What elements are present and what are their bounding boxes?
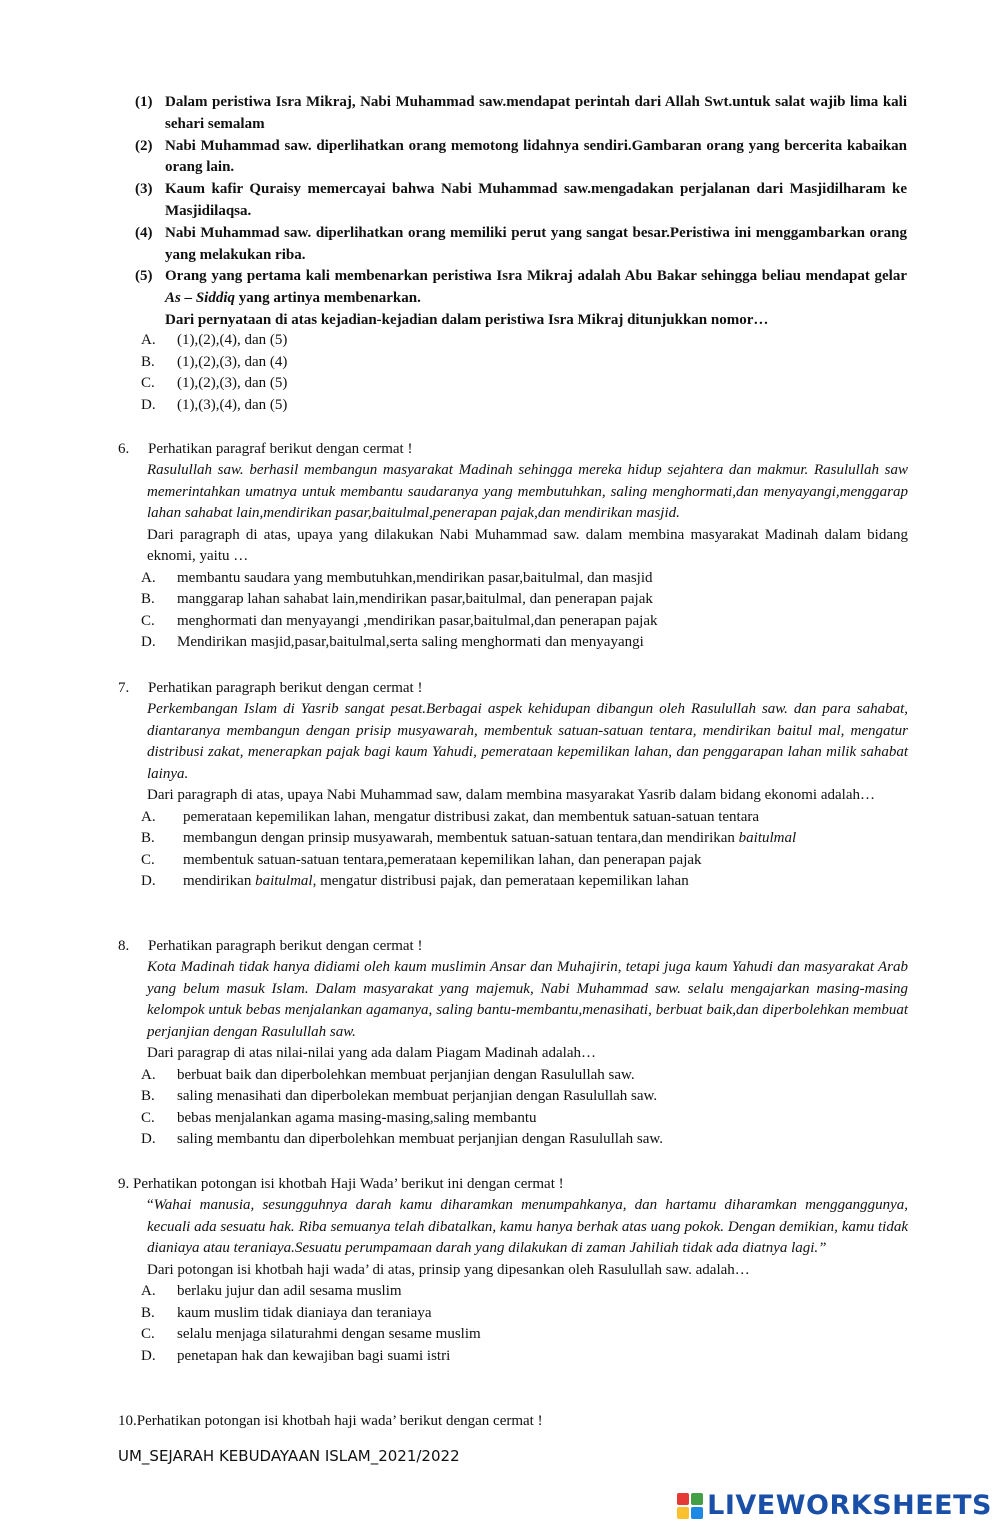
liveworksheets-logo-icon: [677, 1493, 703, 1519]
q8-option-d[interactable]: D. saling membantu dan diperbolehkan membuat perjanjian dengan Rasulullah saw.: [141, 1131, 663, 1148]
question-10: [118, 1410, 908, 1432]
question-7: [118, 677, 908, 893]
q8-option-c[interactable]: C. bebas menjalankan agama masing-masing,saling membantu: [141, 1109, 537, 1126]
statement-4: (4) Nabi Muhammad saw. diperlihatkan orang memiliki perut yang sangat besar.Peristiwa ini menggambarkan orang yang melakukan riba.: [135, 224, 907, 263]
q6-option-d[interactable]: D. Mendirikan masjid,pasar,baitulmal,serta saling menghormati dan menyayangi: [141, 634, 644, 651]
q7-question: Dari paragraph di atas, upaya Nabi Muhammad saw, dalam membina masyarakat Yasrib dalam bidang ekonomi adalah…: [147, 787, 875, 804]
q5-option-a[interactable]: A. (1),(2),(4), dan (5): [141, 332, 288, 348]
q7-option-c[interactable]: C. membentuk satuan-satuan tentara,pemerataan kepemilikan lahan, dan penerapan pajak: [141, 851, 702, 868]
q9-option-d[interactable]: D. penetapan hak dan kewajiban bagi suami istri: [141, 1347, 451, 1364]
q7-heading: 7. Perhatikan paragraph berikut dengan cermat !: [118, 680, 423, 696]
q6-option-a[interactable]: A. membantu saudara yang membutuhkan,mendirikan pasar,baitulmal, dan masjid: [141, 569, 653, 586]
q9-option-a[interactable]: A. berlaku jujur dan adil sesama muslim: [141, 1283, 402, 1300]
page-footer: UM_SEJARAH KEBUDAYAAN ISLAM_2021/2022: [118, 1447, 460, 1465]
question-8: [118, 935, 908, 1151]
q8-paragraph: Kota Madinah tidak hanya didiami oleh kaum muslimin Ansar dan Muhajirin, tetapi juga kaum Yahudi dan masyarakat Arab yang belum masuk Islam. Dalam masyarakat yang majemuk, Nabi Muhammad saw. selalu mengajarkan masing-masing kelompok untuk bebas menjalankan agamanya, saling bantu-membantu,menasihati, berbuat baik,dan diperbolehkan membuat perjanjian dengan Rasulullah saw.: [147, 959, 908, 1040]
q5-option-b[interactable]: B. (1),(2),(3), dan (4): [141, 353, 288, 370]
q6-question: Dari paragraph di atas, upaya yang dilakukan Nabi Muhammad saw. dalam membina masyarakat Madinah dalam bidang eknomi, yaitu …: [147, 526, 908, 565]
q8-heading: 8. Perhatikan paragraph berikut dengan cermat !: [118, 938, 423, 954]
q6-option-c[interactable]: C. menghormati dan menyayangi ,mendirikan pasar,baitulmal,dan penerapan pajak: [141, 612, 658, 629]
q9-option-b[interactable]: B. kaum muslim tidak dianiaya dan teraniaya: [141, 1304, 432, 1321]
q9-paragraph: “Wahai manusia, sesungguhnya darah kamu diharamkan menumpahkanya, dan hartamu diharamkan mengganggunya, kecuali ada sesuatu hak. Riba semuanya telah dibatalkan, kamu hanya berhak atas uang pokok. Dengan demikian, kamu tidak dianiaya atau teraniaya.Sesuatu perumpamaan darah yang dilakukan di zaman Jahiliah tidak ada diatnya lagi.”: [147, 1197, 908, 1257]
q5-option-d[interactable]: D. (1),(3),(4), dan (5): [141, 396, 288, 413]
statement-2: (2) Nabi Muhammad saw. diperlihatkan orang memotong lidahnya sendiri.Gambaran orang yang bercerita kabaikan orang lain.: [135, 137, 907, 176]
q8-question: Dari paragrap di atas nilai-nilai yang ada dalam Piagam Madinah adalah…: [147, 1045, 596, 1062]
statement-5: (5) Orang yang pertama kali membenarkan peristiwa Isra Mikraj adalah Abu Bakar sehingga beliau mendapat gelar As – Siddiq yang artinya membenarkan.: [135, 268, 907, 307]
question-6: [118, 438, 908, 654]
q5-question: Dari pernyataan di atas kejadian-kejadian dalam peristiwa Isra Mikraj ditunjukkan nomor…: [165, 311, 769, 328]
q8-option-a[interactable]: A. berbuat baik dan diperbolehkan membuat perjanjian dengan Rasulullah saw.: [141, 1066, 635, 1083]
liveworksheets-logo: [677, 1490, 992, 1521]
brand-name: LIVEWORKSHEETS: [707, 1490, 992, 1521]
q7-option-d[interactable]: D. mendirikan baitulmal, mengatur distribusi pajak, dan pemerataan kepemilikan lahan: [141, 873, 689, 890]
statement-3: (3) Kaum kafir Quraisy memercayai bahwa Nabi Muhammad saw.mengadakan perjalanan dari Masjidilharam ke Masjidilaqsa.: [135, 181, 907, 219]
q6-heading: 6. Perhatikan paragraf berikut dengan cermat !: [118, 441, 413, 457]
q9-heading: 9. Perhatikan potongan isi khotbah Haji Wada’ berikut ini dengan cermat !: [118, 1176, 564, 1192]
q7-option-b[interactable]: B. membangun dengan prinsip musyawarah, membentuk satuan-satuan tentara,dan mendirikan baitulmal: [141, 830, 797, 847]
question-9: [118, 1173, 908, 1367]
q10-heading: 10.Perhatikan potongan isi khotbah haji wada’ berikut dengan cermat !: [118, 1413, 543, 1429]
q8-option-b[interactable]: B. saling menasihati dan diperbolekan membuat perjanjian dengan Rasulullah saw.: [141, 1088, 658, 1105]
q5-option-c[interactable]: C. (1),(2),(3), dan (5): [141, 375, 288, 391]
q7-paragraph: Perkembangan Islam di Yasrib sangat pesat.Berbagai aspek kehidupan dibangun oleh Rasulullah saw. dan para sahabat, diantaranya membangun dengan prisip musyawarah, membentuk satuan-satuan tentara, mendirikan baitul mal, mengatur distribusi zakat, menerapkan pajak bagi kaum Yahudi, pemerataan kepemilikan lahan, dan penggarapan lahan milik sahabat lainya.: [147, 701, 908, 782]
q7-option-a[interactable]: A. pemerataan kepemilikan lahan, mengatur distribusi zakat, dan membentuk satuan-satuan tentara: [141, 808, 760, 825]
q5-options: [141, 330, 841, 416]
q9-option-c[interactable]: C. selalu menjaga silaturahmi dengan sesame muslim: [141, 1326, 481, 1343]
q6-paragraph: Rasulullah saw. berhasil membangun masyarakat Madinah sehingga mereka hidup sejahtera dan makmur. Rasulullah saw memerintahkan umatnya untuk membantu saudaranya yang membutuhkan, saling menghormati,dan menyayangi,menggarap lahan sahabat lain,mendirikan pasar,baitulmal,penerapan pajak,dan mendirikan masjid.: [147, 462, 908, 522]
q5-statements: [135, 92, 907, 332]
q6-option-b[interactable]: B. manggarap lahan sahabat lain,mendirikan pasar,baitulmal, dan penerapan pajak: [141, 591, 653, 608]
q9-question: Dari potongan isi khotbah haji wada’ di atas, prinsip yang dipesankan oleh Rasulullah saw. adalah…: [147, 1261, 750, 1278]
statement-1: (1) Dalam peristiwa Isra Mikraj, Nabi Muhammad saw.mendapat perintah dari Allah Swt.untuk salat wajib lima kali sehari semalam: [135, 94, 907, 132]
